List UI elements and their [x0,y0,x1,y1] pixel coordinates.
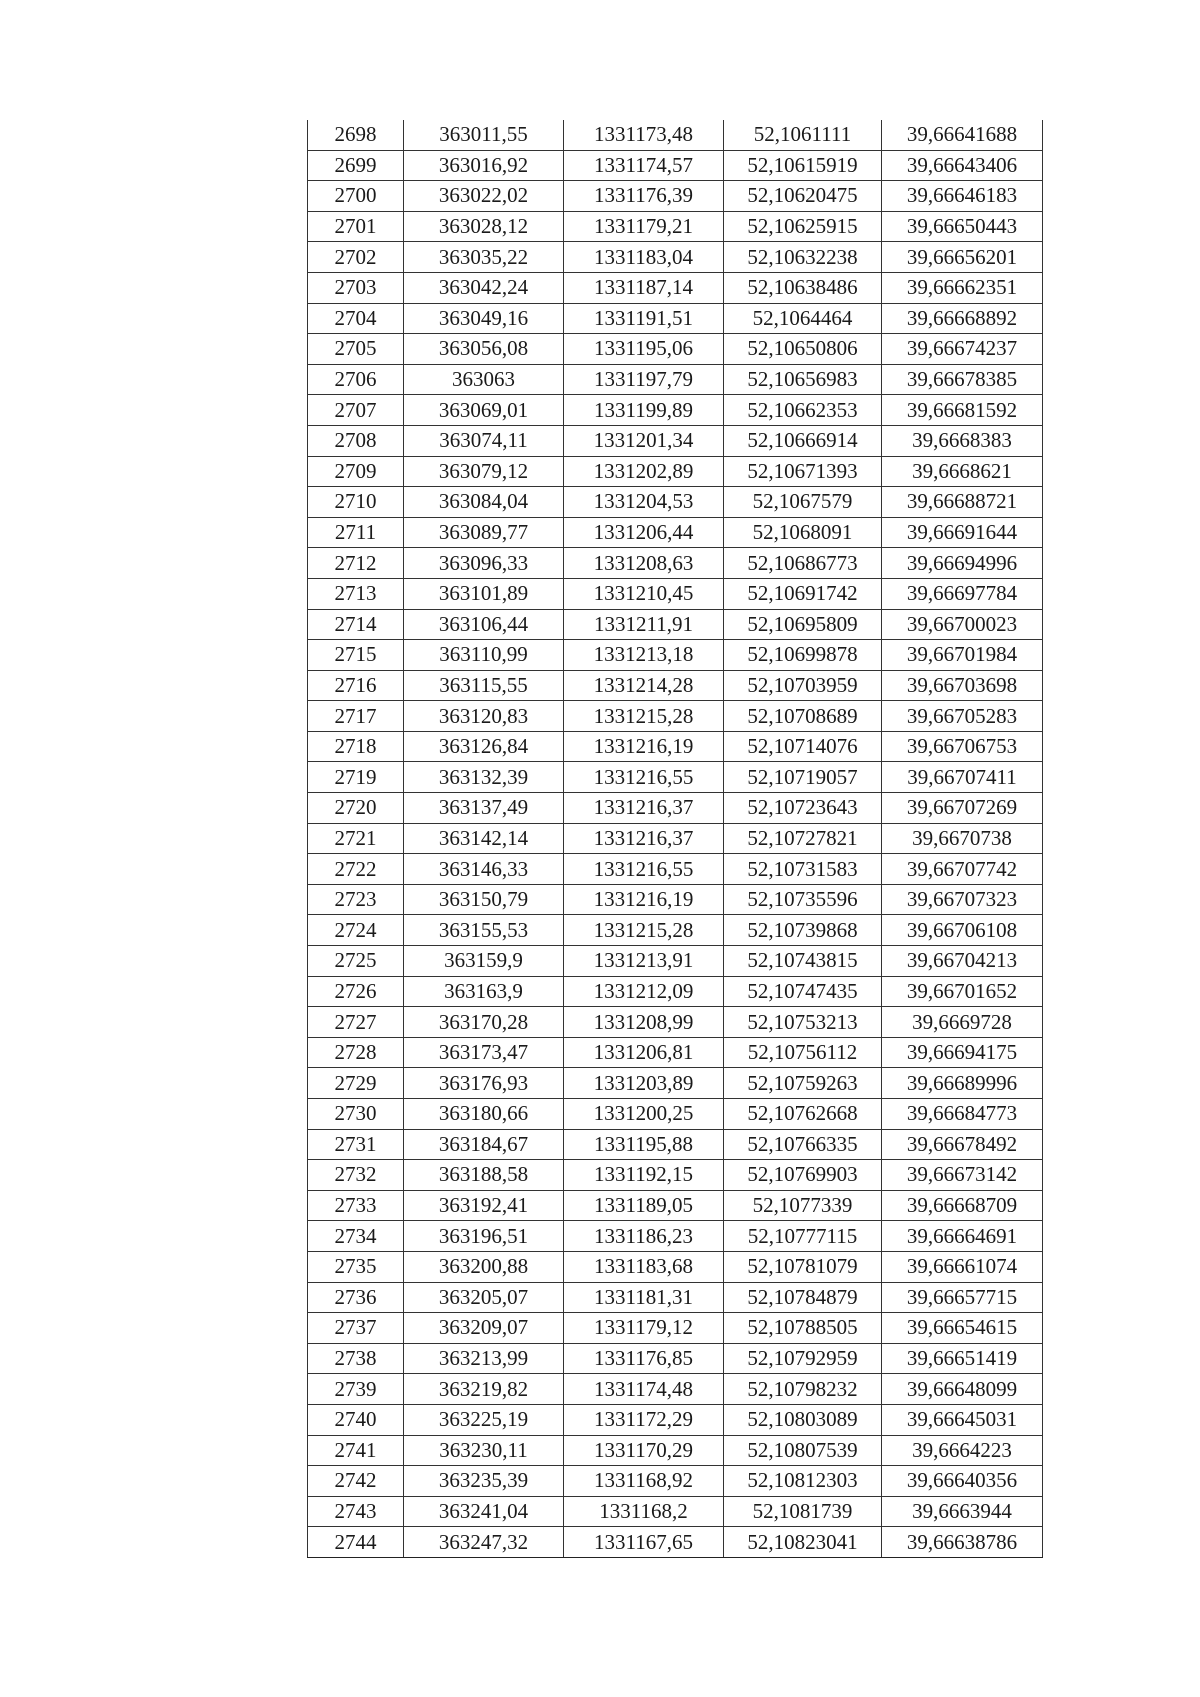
x-coordinate-cell: 363137,49 [404,793,564,824]
y-coordinate-cell: 1331206,81 [564,1037,724,1068]
x-coordinate-cell: 363022,02 [404,181,564,212]
x-coordinate-cell: 363241,04 [404,1496,564,1527]
y-coordinate-cell: 1331201,34 [564,425,724,456]
latitude-cell: 52,10671393 [724,456,882,487]
x-coordinate-cell: 363110,99 [404,640,564,671]
point-number-cell: 2740 [308,1404,404,1435]
latitude-cell: 52,10727821 [724,823,882,854]
x-coordinate-cell: 363184,67 [404,1129,564,1160]
latitude-cell: 52,10788505 [724,1313,882,1344]
y-coordinate-cell: 1331181,31 [564,1282,724,1313]
point-number-cell: 2705 [308,334,404,365]
latitude-cell: 52,10632238 [724,242,882,273]
table-row [308,854,1043,885]
longitude-cell: 39,66668892 [882,303,1043,334]
table-row [308,242,1043,273]
point-number-cell: 2698 [308,120,404,150]
point-number-cell: 2734 [308,1221,404,1252]
point-number-cell: 2744 [308,1527,404,1558]
x-coordinate-cell: 363173,47 [404,1037,564,1068]
table-row [308,823,1043,854]
y-coordinate-cell: 1331195,88 [564,1129,724,1160]
y-coordinate-cell: 1331172,29 [564,1404,724,1435]
point-number-cell: 2717 [308,701,404,732]
table-row [308,793,1043,824]
x-coordinate-cell: 363028,12 [404,211,564,242]
latitude-cell: 52,10662353 [724,395,882,426]
point-number-cell: 2729 [308,1068,404,1099]
latitude-cell: 52,10723643 [724,793,882,824]
table-row [308,1343,1043,1374]
point-number-cell: 2743 [308,1496,404,1527]
table-row [308,1160,1043,1191]
latitude-cell: 52,10784879 [724,1282,882,1313]
y-coordinate-cell: 1331216,37 [564,793,724,824]
point-number-cell: 2701 [308,211,404,242]
y-coordinate-cell: 1331179,12 [564,1313,724,1344]
x-coordinate-cell: 363049,16 [404,303,564,334]
latitude-cell: 52,10666914 [724,425,882,456]
table-row [308,334,1043,365]
y-coordinate-cell: 1331174,48 [564,1374,724,1405]
longitude-cell: 39,66662351 [882,272,1043,303]
table-row [308,1221,1043,1252]
table-row [308,272,1043,303]
longitude-cell: 39,66707742 [882,854,1043,885]
longitude-cell: 39,66681592 [882,395,1043,426]
latitude-cell: 52,10781079 [724,1251,882,1282]
latitude-cell: 52,10695809 [724,609,882,640]
y-coordinate-cell: 1331212,09 [564,976,724,1007]
point-number-cell: 2712 [308,548,404,579]
point-number-cell: 2721 [308,823,404,854]
y-coordinate-cell: 1331214,28 [564,670,724,701]
point-number-cell: 2709 [308,456,404,487]
x-coordinate-cell: 363150,79 [404,884,564,915]
x-coordinate-cell: 363106,44 [404,609,564,640]
table-row [308,701,1043,732]
table-row [308,548,1043,579]
y-coordinate-cell: 1331179,21 [564,211,724,242]
y-coordinate-cell: 1331210,45 [564,578,724,609]
longitude-cell: 39,66678492 [882,1129,1043,1160]
y-coordinate-cell: 1331216,55 [564,854,724,885]
y-coordinate-cell: 1331200,25 [564,1099,724,1130]
latitude-cell: 52,10691742 [724,578,882,609]
point-number-cell: 2727 [308,1007,404,1038]
y-coordinate-cell: 1331215,28 [564,701,724,732]
latitude-cell: 52,1067579 [724,487,882,518]
y-coordinate-cell: 1331203,89 [564,1068,724,1099]
latitude-cell: 52,10743815 [724,946,882,977]
table-row [308,487,1043,518]
table-row [308,150,1043,181]
latitude-cell: 52,10714076 [724,731,882,762]
table-row [308,915,1043,946]
longitude-cell: 39,66703698 [882,670,1043,701]
x-coordinate-cell: 363079,12 [404,456,564,487]
latitude-cell: 52,10625915 [724,211,882,242]
y-coordinate-cell: 1331211,91 [564,609,724,640]
latitude-cell: 52,10735596 [724,884,882,915]
table-row [308,1282,1043,1313]
x-coordinate-cell: 363247,32 [404,1527,564,1558]
latitude-cell: 52,10686773 [724,548,882,579]
longitude-cell: 39,66707411 [882,762,1043,793]
point-number-cell: 2703 [308,272,404,303]
point-number-cell: 2723 [308,884,404,915]
longitude-cell: 39,66641688 [882,120,1043,150]
table-row [308,1037,1043,1068]
y-coordinate-cell: 1331204,53 [564,487,724,518]
latitude-cell: 52,10769903 [724,1160,882,1191]
longitude-cell: 39,66697784 [882,578,1043,609]
point-number-cell: 2711 [308,517,404,548]
longitude-cell: 39,66640356 [882,1466,1043,1497]
longitude-cell: 39,66673142 [882,1160,1043,1191]
point-number-cell: 2736 [308,1282,404,1313]
point-number-cell: 2739 [308,1374,404,1405]
longitude-cell: 39,66664691 [882,1221,1043,1252]
longitude-cell: 39,6668621 [882,456,1043,487]
latitude-cell: 52,1081739 [724,1496,882,1527]
x-coordinate-cell: 363180,66 [404,1099,564,1130]
y-coordinate-cell: 1331192,15 [564,1160,724,1191]
y-coordinate-cell: 1331174,57 [564,150,724,181]
longitude-cell: 39,66657715 [882,1282,1043,1313]
x-coordinate-cell: 363188,58 [404,1160,564,1191]
longitude-cell: 39,66701652 [882,976,1043,1007]
x-coordinate-cell: 363101,89 [404,578,564,609]
table-row [308,425,1043,456]
x-coordinate-cell: 363163,9 [404,976,564,1007]
longitude-cell: 39,66701984 [882,640,1043,671]
x-coordinate-cell: 363069,01 [404,395,564,426]
latitude-cell: 52,10756112 [724,1037,882,1068]
longitude-cell: 39,66706753 [882,731,1043,762]
x-coordinate-cell: 363142,14 [404,823,564,854]
latitude-cell: 52,1077339 [724,1190,882,1221]
point-number-cell: 2728 [308,1037,404,1068]
table-row [308,1007,1043,1038]
x-coordinate-cell: 363213,99 [404,1343,564,1374]
point-number-cell: 2741 [308,1435,404,1466]
latitude-cell: 52,10803089 [724,1404,882,1435]
longitude-cell: 39,66668709 [882,1190,1043,1221]
longitude-cell: 39,66678385 [882,364,1043,395]
y-coordinate-cell: 1331216,19 [564,731,724,762]
y-coordinate-cell: 1331186,23 [564,1221,724,1252]
point-number-cell: 2720 [308,793,404,824]
y-coordinate-cell: 1331167,65 [564,1527,724,1558]
y-coordinate-cell: 1331199,89 [564,395,724,426]
longitude-cell: 39,6664223 [882,1435,1043,1466]
point-number-cell: 2700 [308,181,404,212]
y-coordinate-cell: 1331176,39 [564,181,724,212]
point-number-cell: 2699 [308,150,404,181]
point-number-cell: 2730 [308,1099,404,1130]
latitude-cell: 52,10708689 [724,701,882,732]
table-row [308,1527,1043,1558]
table-row [308,1190,1043,1221]
y-coordinate-cell: 1331168,92 [564,1466,724,1497]
y-coordinate-cell: 1331208,63 [564,548,724,579]
latitude-cell: 52,10792959 [724,1343,882,1374]
table-row [308,670,1043,701]
y-coordinate-cell: 1331202,89 [564,456,724,487]
x-coordinate-cell: 363230,11 [404,1435,564,1466]
longitude-cell: 39,66654615 [882,1313,1043,1344]
point-number-cell: 2731 [308,1129,404,1160]
x-coordinate-cell: 363159,9 [404,946,564,977]
y-coordinate-cell: 1331189,05 [564,1190,724,1221]
x-coordinate-cell: 363089,77 [404,517,564,548]
y-coordinate-cell: 1331168,2 [564,1496,724,1527]
longitude-cell: 39,66648099 [882,1374,1043,1405]
x-coordinate-cell: 363196,51 [404,1221,564,1252]
y-coordinate-cell: 1331216,37 [564,823,724,854]
table-row [308,120,1043,150]
x-coordinate-cell: 363132,39 [404,762,564,793]
x-coordinate-cell: 363126,84 [404,731,564,762]
point-number-cell: 2719 [308,762,404,793]
longitude-cell: 39,6670738 [882,823,1043,854]
table-row [308,640,1043,671]
point-number-cell: 2726 [308,976,404,1007]
x-coordinate-cell: 363074,11 [404,425,564,456]
point-number-cell: 2733 [308,1190,404,1221]
longitude-cell: 39,66707269 [882,793,1043,824]
x-coordinate-cell: 363011,55 [404,120,564,150]
y-coordinate-cell: 1331195,06 [564,334,724,365]
longitude-cell: 39,66656201 [882,242,1043,273]
longitude-cell: 39,66645031 [882,1404,1043,1435]
point-number-cell: 2724 [308,915,404,946]
latitude-cell: 52,10656983 [724,364,882,395]
y-coordinate-cell: 1331216,55 [564,762,724,793]
x-coordinate-cell: 363155,53 [404,915,564,946]
longitude-cell: 39,66694996 [882,548,1043,579]
table-row [308,1129,1043,1160]
latitude-cell: 52,10807539 [724,1435,882,1466]
latitude-cell: 52,1068091 [724,517,882,548]
table-row [308,1466,1043,1497]
longitude-cell: 39,66691644 [882,517,1043,548]
point-number-cell: 2716 [308,670,404,701]
point-number-cell: 2714 [308,609,404,640]
latitude-cell: 52,10699878 [724,640,882,671]
point-number-cell: 2725 [308,946,404,977]
x-coordinate-cell: 363063 [404,364,564,395]
y-coordinate-cell: 1331176,85 [564,1343,724,1374]
x-coordinate-cell: 363192,41 [404,1190,564,1221]
point-number-cell: 2710 [308,487,404,518]
table-row [308,303,1043,334]
longitude-cell: 39,66694175 [882,1037,1043,1068]
latitude-cell: 52,10812303 [724,1466,882,1497]
y-coordinate-cell: 1331213,18 [564,640,724,671]
point-number-cell: 2704 [308,303,404,334]
y-coordinate-cell: 1331183,04 [564,242,724,273]
coordinates-table-body [308,120,1043,1557]
table-row [308,364,1043,395]
longitude-cell: 39,6668383 [882,425,1043,456]
table-row [308,1313,1043,1344]
y-coordinate-cell: 1331170,29 [564,1435,724,1466]
table-row [308,762,1043,793]
x-coordinate-cell: 363235,39 [404,1466,564,1497]
x-coordinate-cell: 363205,07 [404,1282,564,1313]
x-coordinate-cell: 363219,82 [404,1374,564,1405]
y-coordinate-cell: 1331206,44 [564,517,724,548]
longitude-cell: 39,6663944 [882,1496,1043,1527]
y-coordinate-cell: 1331197,79 [564,364,724,395]
longitude-cell: 39,66689996 [882,1068,1043,1099]
longitude-cell: 39,66643406 [882,150,1043,181]
latitude-cell: 52,10823041 [724,1527,882,1558]
point-number-cell: 2738 [308,1343,404,1374]
y-coordinate-cell: 1331213,91 [564,946,724,977]
longitude-cell: 39,66661074 [882,1251,1043,1282]
x-coordinate-cell: 363146,33 [404,854,564,885]
longitude-cell: 39,66684773 [882,1099,1043,1130]
table-row [308,884,1043,915]
point-number-cell: 2722 [308,854,404,885]
table-row [308,1068,1043,1099]
y-coordinate-cell: 1331173,48 [564,120,724,150]
x-coordinate-cell: 363042,24 [404,272,564,303]
longitude-cell: 39,66704213 [882,946,1043,977]
table-row [308,609,1043,640]
x-coordinate-cell: 363176,93 [404,1068,564,1099]
y-coordinate-cell: 1331208,99 [564,1007,724,1038]
table-row [308,976,1043,1007]
table-row [308,1404,1043,1435]
latitude-cell: 52,10638486 [724,272,882,303]
longitude-cell: 39,6669728 [882,1007,1043,1038]
longitude-cell: 39,66706108 [882,915,1043,946]
longitude-cell: 39,66651419 [882,1343,1043,1374]
y-coordinate-cell: 1331215,28 [564,915,724,946]
latitude-cell: 52,10650806 [724,334,882,365]
longitude-cell: 39,66650443 [882,211,1043,242]
latitude-cell: 52,10766335 [724,1129,882,1160]
table-row [308,578,1043,609]
point-number-cell: 2715 [308,640,404,671]
latitude-cell: 52,10703959 [724,670,882,701]
x-coordinate-cell: 363035,22 [404,242,564,273]
longitude-cell: 39,66688721 [882,487,1043,518]
point-number-cell: 2708 [308,425,404,456]
point-number-cell: 2735 [308,1251,404,1282]
x-coordinate-cell: 363056,08 [404,334,564,365]
latitude-cell: 52,10620475 [724,181,882,212]
point-number-cell: 2702 [308,242,404,273]
table-row [308,1435,1043,1466]
longitude-cell: 39,66700023 [882,609,1043,640]
latitude-cell: 52,10731583 [724,854,882,885]
latitude-cell: 52,10719057 [724,762,882,793]
x-coordinate-cell: 363096,33 [404,548,564,579]
point-number-cell: 2718 [308,731,404,762]
point-number-cell: 2707 [308,395,404,426]
latitude-cell: 52,1061111 [724,120,882,150]
y-coordinate-cell: 1331183,68 [564,1251,724,1282]
table-row [308,181,1043,212]
y-coordinate-cell: 1331216,19 [564,884,724,915]
point-number-cell: 2742 [308,1466,404,1497]
x-coordinate-cell: 363200,88 [404,1251,564,1282]
latitude-cell: 52,10777115 [724,1221,882,1252]
point-number-cell: 2737 [308,1313,404,1344]
table-row [308,517,1043,548]
point-number-cell: 2713 [308,578,404,609]
x-coordinate-cell: 363170,28 [404,1007,564,1038]
longitude-cell: 39,66638786 [882,1527,1043,1558]
point-number-cell: 2732 [308,1160,404,1191]
x-coordinate-cell: 363225,19 [404,1404,564,1435]
latitude-cell: 52,10615919 [724,150,882,181]
latitude-cell: 52,10753213 [724,1007,882,1038]
latitude-cell: 52,10798232 [724,1374,882,1405]
coordinates-table [307,120,1043,1558]
table-row [308,211,1043,242]
table-row [308,456,1043,487]
table-row [308,1374,1043,1405]
latitude-cell: 52,10762668 [724,1099,882,1130]
table-row [308,731,1043,762]
longitude-cell: 39,66674237 [882,334,1043,365]
latitude-cell: 52,1064464 [724,303,882,334]
longitude-cell: 39,66646183 [882,181,1043,212]
x-coordinate-cell: 363209,07 [404,1313,564,1344]
table-row [308,1251,1043,1282]
latitude-cell: 52,10759263 [724,1068,882,1099]
latitude-cell: 52,10747435 [724,976,882,1007]
x-coordinate-cell: 363115,55 [404,670,564,701]
point-number-cell: 2706 [308,364,404,395]
longitude-cell: 39,66707323 [882,884,1043,915]
y-coordinate-cell: 1331187,14 [564,272,724,303]
table-row [308,1496,1043,1527]
x-coordinate-cell: 363120,83 [404,701,564,732]
longitude-cell: 39,66705283 [882,701,1043,732]
x-coordinate-cell: 363016,92 [404,150,564,181]
x-coordinate-cell: 363084,04 [404,487,564,518]
table-row [308,395,1043,426]
table-row [308,946,1043,977]
y-coordinate-cell: 1331191,51 [564,303,724,334]
table-row [308,1099,1043,1130]
latitude-cell: 52,10739868 [724,915,882,946]
